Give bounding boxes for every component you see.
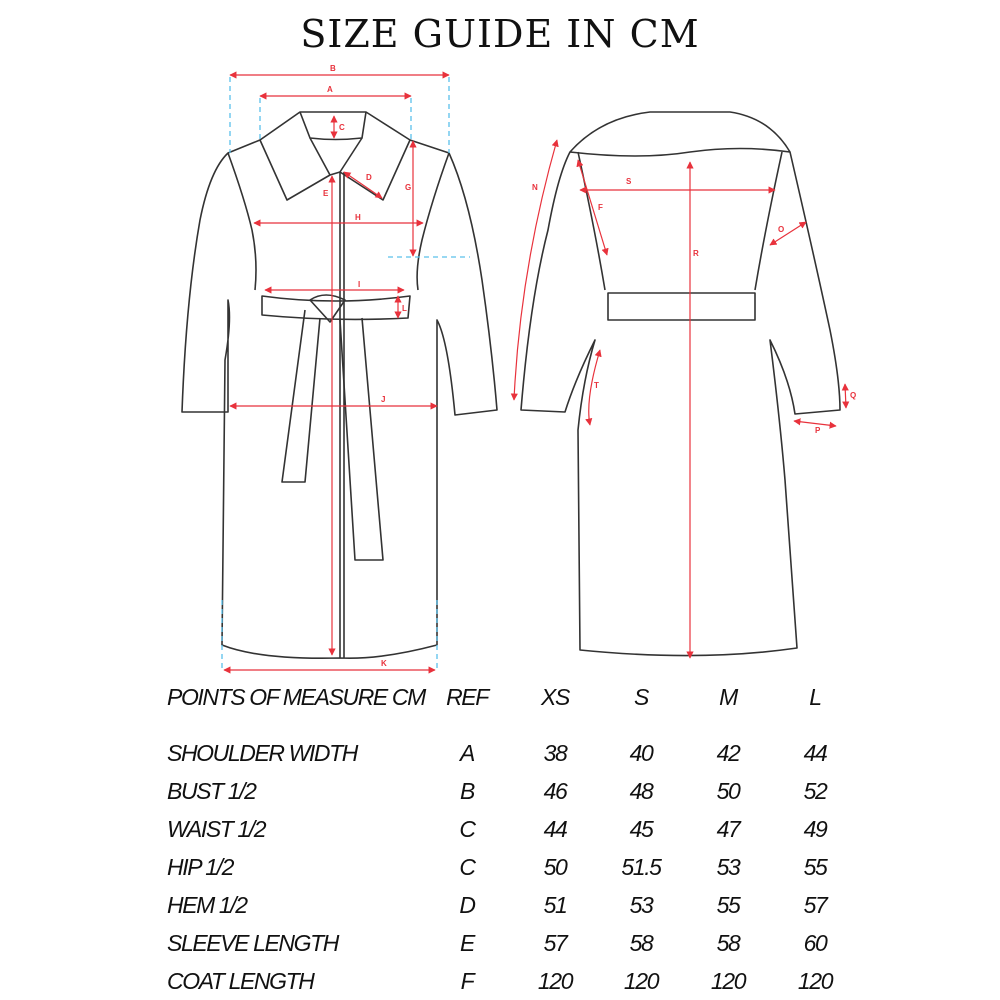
size-value: 53 — [629, 892, 653, 918]
size-value: 44 — [543, 816, 567, 842]
label-n: N — [532, 183, 538, 192]
page-title: SIZE GUIDE IN CM — [300, 12, 700, 56]
label-i: I — [358, 280, 361, 289]
table-header: M — [719, 684, 737, 710]
label-c: C — [339, 123, 345, 132]
label-h: H — [355, 213, 361, 222]
size-value: 57 — [803, 892, 827, 918]
table-header: L — [809, 684, 821, 710]
row-ref: C — [459, 854, 475, 880]
size-value: 120 — [537, 968, 573, 994]
size-value: 38 — [543, 740, 567, 766]
back-coat-outline — [521, 112, 840, 656]
label-a: A — [327, 85, 333, 94]
label-t: T — [594, 381, 599, 390]
row-ref: B — [460, 778, 474, 804]
label-r: R — [693, 249, 699, 258]
label-s: S — [626, 177, 632, 186]
label-g: G — [405, 183, 412, 192]
size-value: 44 — [803, 740, 827, 766]
size-value: 49 — [803, 816, 827, 842]
size-value: 57 — [543, 930, 567, 956]
size-value: 40 — [629, 740, 653, 766]
measure-lines — [224, 75, 846, 670]
size-value: 55 — [803, 854, 827, 880]
size-value: 50 — [543, 854, 567, 880]
label-b: B — [330, 64, 336, 73]
size-value: 120 — [797, 968, 833, 994]
size-value: 120 — [710, 968, 746, 994]
size-value: 58 — [629, 930, 653, 956]
size-value: 53 — [716, 854, 740, 880]
front-coat-outline — [182, 112, 497, 658]
size-value: 55 — [716, 892, 740, 918]
size-value: 51.5 — [621, 854, 661, 880]
row-label: HIP 1/2 — [167, 854, 234, 880]
size-value: 47 — [716, 816, 740, 842]
label-l: L — [402, 304, 407, 313]
size-value: 48 — [629, 778, 653, 804]
row-ref: D — [459, 892, 475, 918]
size-value: 58 — [716, 930, 740, 956]
label-q: Q — [850, 391, 857, 400]
row-label: SLEEVE LENGTH — [167, 930, 338, 956]
size-value: 50 — [716, 778, 740, 804]
size-value: 45 — [629, 816, 653, 842]
row-label: HEM 1/2 — [167, 892, 247, 918]
row-ref: E — [460, 930, 474, 956]
label-f: F — [598, 203, 603, 212]
row-ref: A — [460, 740, 474, 766]
table-header: POINTS OF MEASURE CM — [167, 684, 425, 710]
size-value: 51 — [543, 892, 567, 918]
size-value: 46 — [543, 778, 567, 804]
label-d: D — [366, 173, 372, 182]
size-value: 52 — [803, 778, 827, 804]
size-value: 60 — [803, 930, 827, 956]
row-label: SHOULDER WIDTH — [167, 740, 357, 766]
table-header: S — [634, 684, 648, 710]
label-e: E — [323, 189, 329, 198]
table-header: REF — [446, 684, 488, 710]
size-value: 42 — [716, 740, 740, 766]
guide-lines — [222, 77, 470, 672]
size-value: 120 — [623, 968, 659, 994]
row-ref: C — [459, 816, 475, 842]
label-k: K — [381, 659, 387, 668]
row-label: COAT LENGTH — [167, 968, 314, 994]
row-label: BUST 1/2 — [167, 778, 256, 804]
row-label: WAIST 1/2 — [167, 816, 266, 842]
label-o: O — [778, 225, 785, 234]
label-p: P — [815, 426, 821, 435]
table-header: XS — [541, 684, 569, 710]
row-ref: F — [460, 968, 474, 994]
label-j: J — [381, 395, 386, 404]
